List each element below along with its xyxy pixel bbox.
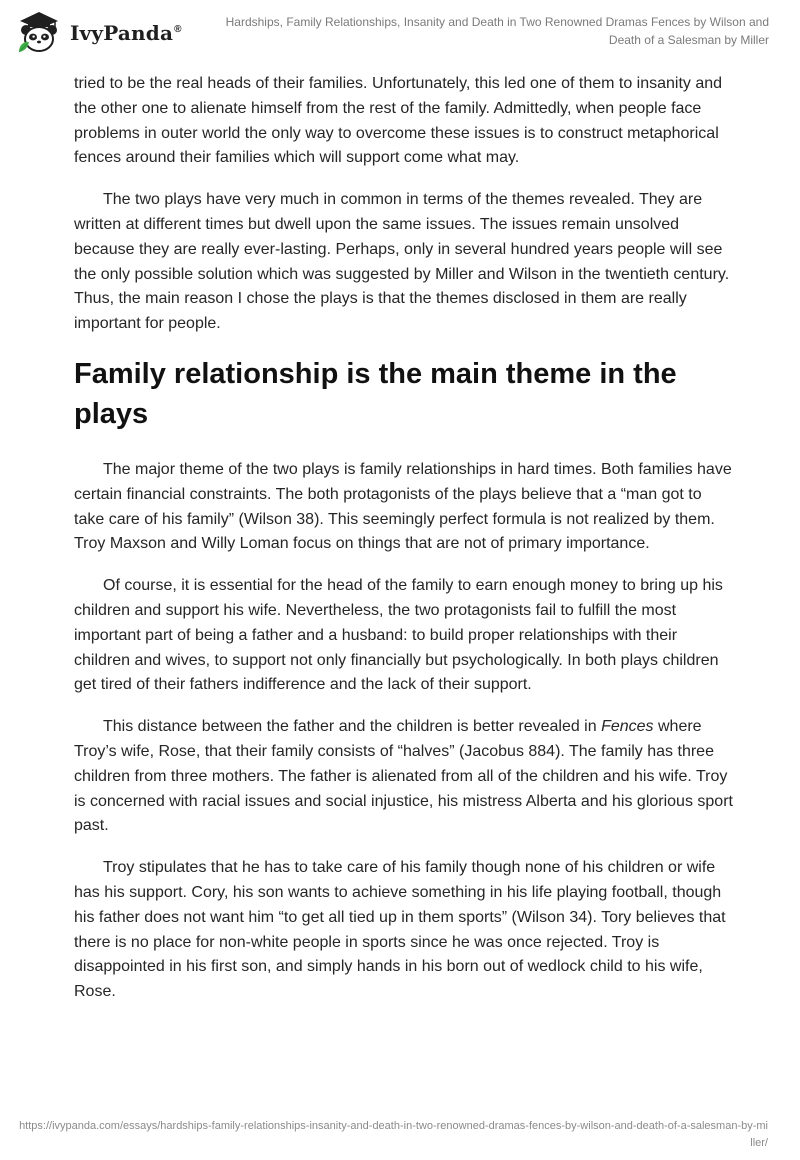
paragraph: tried to be the real heads of their families. Unfortunately, this led one of them to insanity and the other one to alienate himself from the rest of the family. Admittedly, when people face problems in outer world the only way to overcome these issues is to construct metaphorical fences around their families which will support come what may. [74,75,723,167]
logo-wordmark: IvyPanda® [70,21,182,45]
ivypanda-logo[interactable] [14,8,182,56]
essay-body [74,72,734,1022]
paragraph: The two plays have very much in common in terms of the themes revealed. They are written at different times but dwell upon the same issues. The issues remain unsolved because they are really ever-lasting. Perhaps, only in several hundred years people will see the only possible solution which was suggested by Miller and Wilson in the twentieth century. Thus, the main reason I chose the plays is that the themes disclosed in them are really important for people. [74,191,730,333]
text-run: where Troy’s wife, Rose, that their family consists of “halves” (Jacobus 884). The family has three children from three mothers. The father is alienated from all of the children and his wife. Troy is concerned with racial issues and social injustice, his mistress Alberta and his glorious sport past. [74,718,733,835]
document-title: Hardships, Family Relationships, Insanity and Death in Two Renowned Dramas Fences by Wilson and Death of a Salesman by Miller [225,15,769,47]
paragraph: Troy stipulates that he has to take care of his family though none of his children or wife has his support. Cory, his son wants to achieve something in his life playing football, though his father does not want him “to get all tied up in them sports” (Wilson 34). Tory believes that there is no place for non-white people in sports since he was once rejected. Troy is disappointed in his first son, and simply hands in his born out of wedlock child to his wife, Rose. [74,859,726,1001]
paragraph [74,715,734,839]
text-run: This distance between the father and the children is better revealed in [103,718,602,736]
section-heading: Family relationship is the main theme in the plays [74,357,677,430]
play-title-italic: Fences [601,718,654,736]
panda-graduation-cap-icon [14,8,64,56]
source-url[interactable]: https://ivypanda.com/essays/hardships-family-relationships-insanity-and-death-in-two-renowned-dramas-fences-by-wilson-and-death-of-a-salesman-by-miller/ [19,1120,768,1149]
page-header [0,0,800,64]
paragraph: The major theme of the two plays is family relationships in hard times. Both families have certain financial constraints. The both protagonists of the plays believe that a “man got to take care of his family” (Wilson 38). This seemingly perfect formula is not realized by them. Troy Maxson and Willy Loman focus on things that are not of primary importance. [74,460,732,553]
paragraph: Of course, it is essential for the head of the family to earn enough money to bring up his children and support his wife. Nevertheless, the two protagonists fail to fulfill the most important part of being a father and a husband: to build proper relationships with their children and wives, to support not only financially but psychologically. In both plays children get tired of their fathers indifference and the lack of their support. [74,577,723,694]
